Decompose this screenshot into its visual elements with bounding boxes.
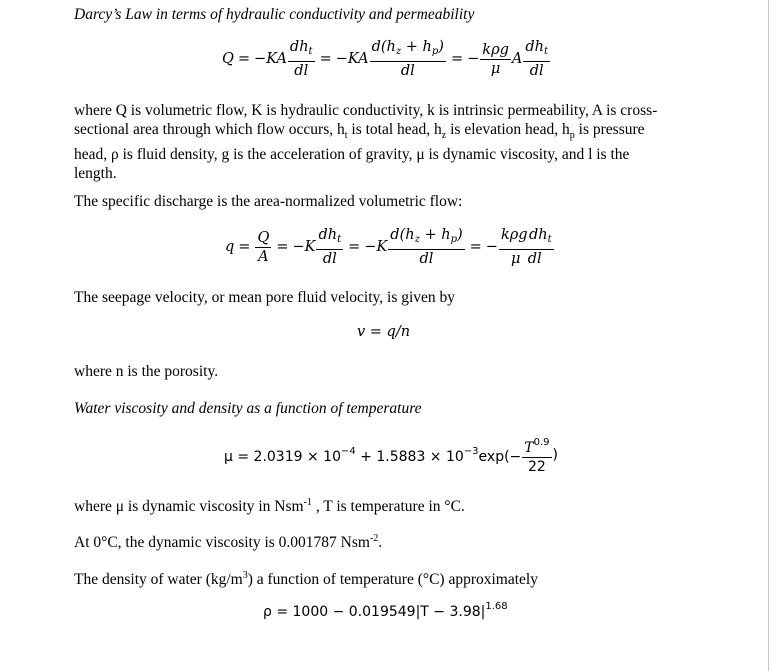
section-heading-viscosity: Water viscosity and density as a function of temperature <box>74 400 422 417</box>
definitions-paragraph: where Q is volumetric flow, K is hydraulic conductivity, k is intrinsic permeability, A is cross-sectional area through which flow occurs, $h_t$ is total head, $h_z$ is elevation head, $h_p$ is pressure head, ρ is fluid density, g is the acceleration of gravity, μ is dynamic viscosity, and l is the length. <box>74 102 658 183</box>
density-intro-text: The density of water $(kg/m^3)$ a function of temperature (°C) approximately <box>74 570 538 589</box>
equation-viscosity: $\mu = 2.0319 \times 10^{-4} + 1.5883 \times 10^{-3}\exp(-$ $\frac{T^{0.9}}{22}$ ) <box>224 434 558 476</box>
porosity-text: where n is the porosity. <box>74 363 219 380</box>
equation-specific-discharge: q = $\frac{Q}{A}$ = −K $\frac{dh_t}{dl}$ = −K $\frac{d(h_z + h_p)}{dl}$ = − $\frac{k\rho g dh_t}{\text{μ dl}}$ <box>225 227 552 267</box>
specific-discharge-intro: The specific discharge is the area-normalized volumetric flow: <box>74 193 463 210</box>
seepage-intro: The seepage velocity, or mean pore fluid velocity, is given by <box>74 289 456 306</box>
zero-degree-viscosity-text: At 0°C, the dynamic viscosity is 0.001787 Nsm$^{-2}$. <box>74 533 383 552</box>
equation-darcy: Q = −KA $\frac{dh_t}{dl}$ = −KA $\frac{d(h_z + h_p)}{dl}$ = − $\frac{\text{kρg}}{\mu}$ A $\frac{dh_t}{dl}$ <box>222 39 549 79</box>
equation-density: $\rho = 1000 - 0.019549|T - 3.98|^{1.68}$ <box>263 601 508 620</box>
viscosity-units-text: where μ is dynamic viscosity in Nsm$^{-1}$ , T is temperature in °C. <box>74 497 465 516</box>
section-heading-darcy: Darcy’s Law in terms of hydraulic conductivity and permeability <box>74 6 475 23</box>
equation-seepage-velocity: v = q/n <box>357 324 411 340</box>
